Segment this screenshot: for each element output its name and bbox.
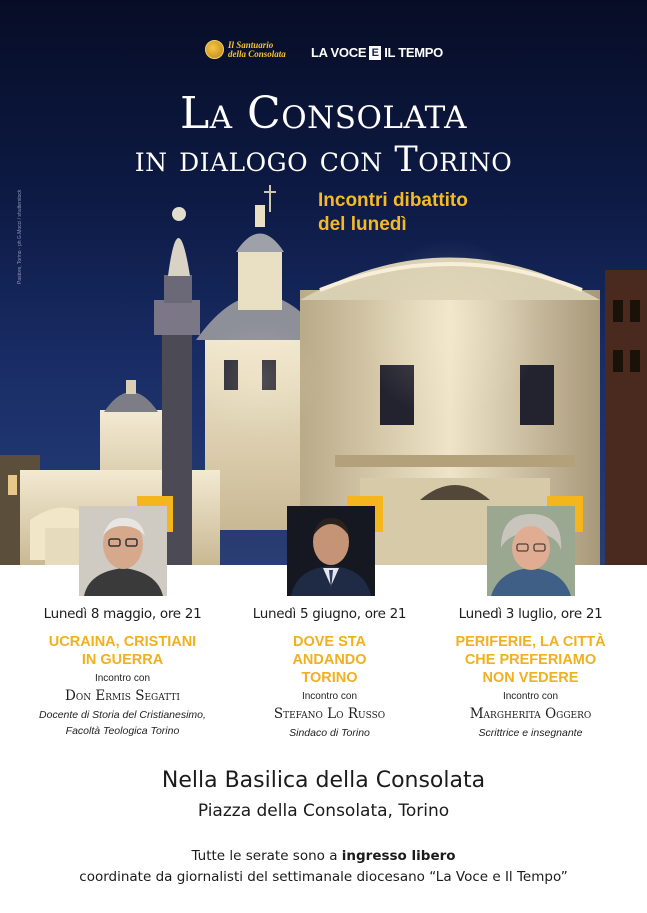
santuario-logo-line1: Il Santuario — [228, 39, 274, 50]
event-title — [222, 633, 437, 687]
subtitle-line1: Incontri dibattito — [318, 190, 468, 211]
event-title — [15, 633, 230, 669]
event-3 — [423, 605, 638, 741]
event-role-line: Docente di Storia del Cristianesimo, — [39, 709, 206, 721]
event-title-line: DOVE STA — [292, 634, 367, 650]
event-title-line: UCRAINA, CRISTIANI — [48, 634, 197, 650]
event-speaker: Margherita Oggero — [469, 706, 592, 722]
santuario-logo — [205, 40, 286, 59]
event-title-line: IN GUERRA — [81, 652, 164, 668]
event-role — [15, 707, 230, 739]
event-with: Incontro con — [94, 673, 151, 684]
event-speaker: Stefano Lo Russo — [273, 706, 386, 722]
event-title-line: TORINO — [301, 670, 358, 686]
event-date: Lunedì 3 luglio, ore 21 — [458, 606, 603, 622]
subtitle — [318, 189, 468, 237]
venue-name: Nella Basilica della Consolata — [161, 768, 486, 793]
event-role — [222, 725, 437, 741]
santuario-seal-icon — [205, 40, 224, 59]
event-speaker: Don Ermis Segatti — [65, 688, 180, 704]
event-title-line: PERIFERIE, LA CITTÀ — [455, 634, 606, 650]
event-role-line: Scrittrice e insegnante — [478, 727, 583, 739]
footer-line1-text: Tutte le serate sono a — [191, 848, 342, 864]
santuario-logo-line2: della Consolata — [228, 48, 286, 59]
footer-line2: coordinate da giornalisti del settimanale diocesano “La Voce e Il Tempo” — [79, 869, 568, 885]
speaker-photo-lo-russo — [287, 506, 375, 596]
la-voce-logo-mark: E — [369, 46, 381, 60]
event-with: Incontro con — [502, 691, 559, 702]
event-role-line: Sindaco di Torino — [289, 727, 370, 739]
event-date: Lunedì 5 giugno, ore 21 — [252, 606, 407, 622]
event-2 — [222, 605, 437, 741]
event-date: Lunedì 8 maggio, ore 21 — [43, 606, 202, 622]
la-voce-logo — [311, 45, 443, 60]
event-with: Incontro con — [301, 691, 358, 702]
la-voce-logo-right: IL TEMPO — [384, 45, 443, 60]
event-role — [423, 725, 638, 741]
event-title — [423, 633, 638, 687]
event-1 — [15, 605, 230, 739]
speaker-photo-segatti — [79, 506, 167, 596]
event-title-line: CHE PREFERIAMO — [464, 652, 597, 668]
event-title-line: NON VEDERE — [482, 670, 579, 686]
headline-line2: in dialogo con Torino — [134, 140, 513, 180]
footer-free-entry: ingresso libero — [341, 848, 456, 864]
venue-address: Piazza della Consolata, Torino — [197, 801, 450, 821]
photo-credit: Pastore, Torino - ph G.Mocci / shutterstock — [17, 189, 23, 284]
la-voce-logo-left: LA VOCE — [311, 45, 367, 60]
headline-line1: La Consolata — [179, 88, 468, 139]
event-title-line: ANDANDO — [292, 652, 367, 668]
event-role-line: Facoltà Teologica Torino — [65, 725, 180, 737]
speaker-photo-oggero — [487, 506, 575, 596]
footer-line1 — [0, 846, 647, 866]
subtitle-line2: del lunedì — [318, 214, 407, 235]
